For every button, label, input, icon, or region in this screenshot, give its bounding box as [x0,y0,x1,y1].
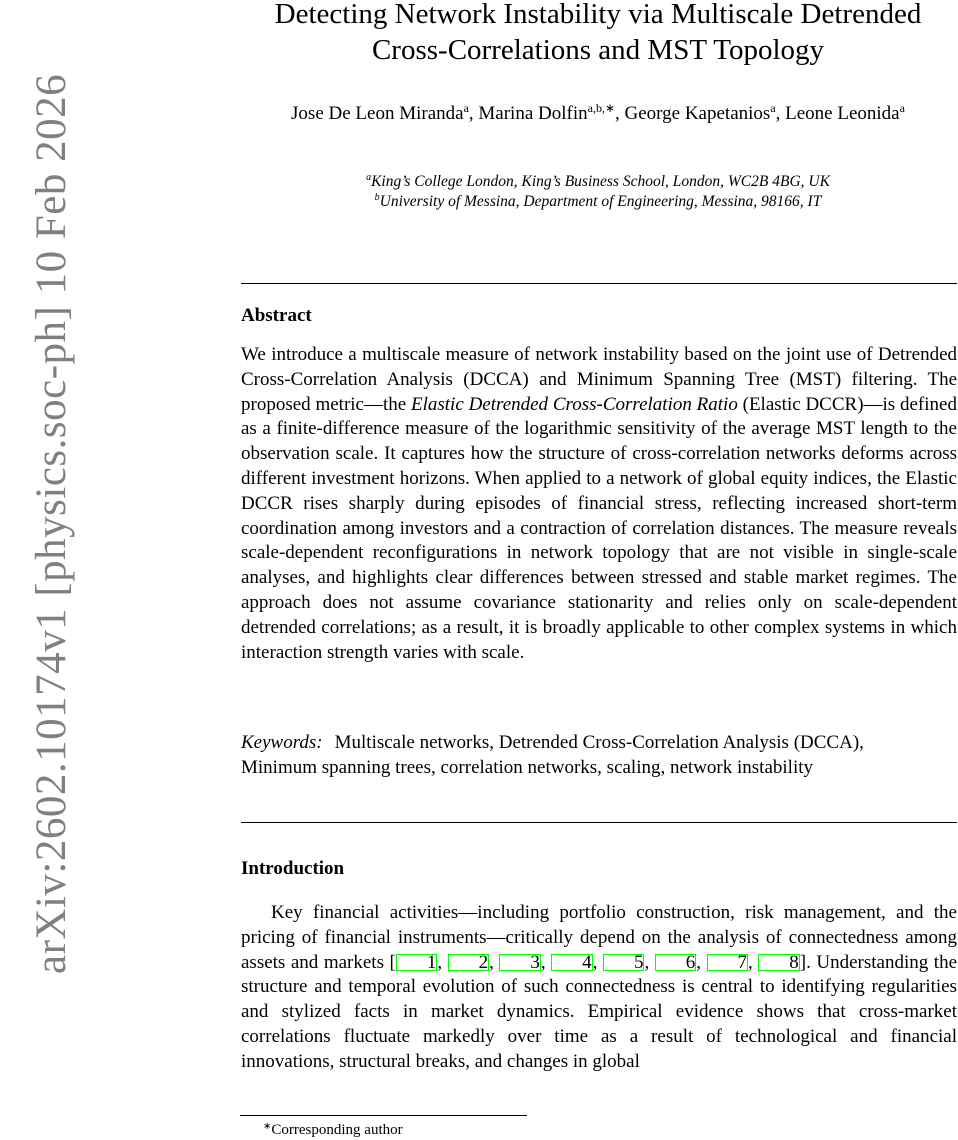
footnote [263,1121,403,1139]
citation-link[interactable]: 6 [655,954,697,971]
abstract-body [241,343,957,665]
affiliation-line [240,172,956,192]
affiliation-text: King’s College London, King’s Business School, London, WC2B 4BG, UK [371,173,830,190]
author-name: Leone Leonida [785,103,900,124]
keywords [241,731,921,780]
affiliation-text: University of Messina, Department of Engineering, Messina, 98166, IT [379,193,822,210]
author-affiliation-mark: a,b,∗ [587,101,616,115]
citation-link[interactable]: 1 [396,954,438,971]
citation-link[interactable]: 4 [551,954,593,971]
author-name: George Kapetanios [624,103,771,124]
introduction-body: Key financial activities—including portfolio construction, risk management, and the pricing of financial instruments—critically depend on the analysis of connectedness among assets and markets [ 1, 2, 3, 4, 5, 6, 7, 8]. Understanding the structure and temporal evolution of such connectedness is central to identifying regularities and stylized facts in market dynamics. Empirical evidence shows that cross-market correlations fluctuate markedly over time as a result of technological and financial innovations, structural breaks, and changes in global [241,902,958,1072]
citation-link[interactable]: 7 [707,954,749,971]
footnote-rule [240,1115,527,1116]
arxiv-identifier-text: arXiv:2602.10174v1 [physics.soc-ph] 10 Feb 2026 [28,73,75,974]
citation-link[interactable]: 2 [448,954,490,971]
introduction-heading: Introduction [241,858,345,879]
affiliation-list [240,172,956,212]
paper-title: Detecting Network Instability via Multiscale Detrended Cross-Correlations and MST Topology [274,0,922,66]
keywords-text: Multiscale networks, Detrended Cross-Correlation Analysis (DCCA), Minimum spanning trees, correlation networks, scaling, network instability [241,732,864,778]
arxiv-identifier-stamp [0,0,75,1000]
author-affiliation-mark: a [899,101,905,115]
affiliation-line [240,192,956,212]
abstract-top-rule [241,283,957,284]
footnote-mark: ∗ [263,1121,272,1132]
author-name: Marina Dolfin [478,103,588,124]
affiliation-mark: a [366,172,372,183]
citation-link[interactable]: 3 [499,954,541,971]
intro-text-part: Key financial activities—including portfolio construction, risk management, and the pricing of financial instruments—critically depend on the analysis of connectedness among assets and markets [ [241,902,957,973]
footnote-text: Corresponding author [271,1122,403,1138]
citation-link[interactable]: 5 [603,954,645,971]
abstract-text-part: We introduce a multiscale measure of network instability based on the joint use of Detrended Cross-Correlation Analysis (DCCA) and Minimum Spanning Tree (MST) filtering. The proposed metric—the [241,344,957,415]
abstract-emphasis: Elastic Detrended Cross-Correlation Ratio [411,393,738,415]
abstract-bottom-rule [241,822,957,823]
intro-text-part: ]. Understanding the structure and temporal evolution of such connectedness is central to identifying regularities and stylized facts in market dynamics. Empirical evidence shows that cross-market correlations fluctuate markedly over time as a result of technological and financial innovations, structural breaks, and changes in global [241,951,958,1072]
citation-link[interactable]: 8 [758,954,800,971]
author-list: Jose De Leon Miranda$^a$, Marina Dolfin$^{a,b,∗}$, George Kapetanios$^a$, Leone Leonida$^a$ [291,101,905,124]
abstract-text-part: (Elastic DCCR)—is defined as a finite-difference measure of the logarithmic sensitivity of the average MST length to the observation scale. It captures how the structure of cross-correlation networks deforms across different investment horizons. When applied to a network of global equity indices, the Elastic DCCR rises sharply during episodes of financial stress, reflecting increased short-term coordination among investors and a contraction of correlation distances. The measure reveals scale-dependent reconfigurations in network topology that are not visible in single-scale analyses, and highlights clear differences between stressed and stable market regimes. The approach does not assume covariance stationarity and relies only on scale-dependent detrended correlations; as a result, it is broadly applicable to other complex systems in which interaction strength varies with scale. [241,393,957,663]
author-affiliation-mark: a [770,101,776,115]
abstract-heading: Abstract [241,305,312,326]
keywords-label: Keywords: [241,732,323,753]
author-affiliation-mark: a [463,101,469,115]
affiliation-mark: b [374,192,380,203]
author-name: Jose De Leon Miranda [291,103,464,124]
